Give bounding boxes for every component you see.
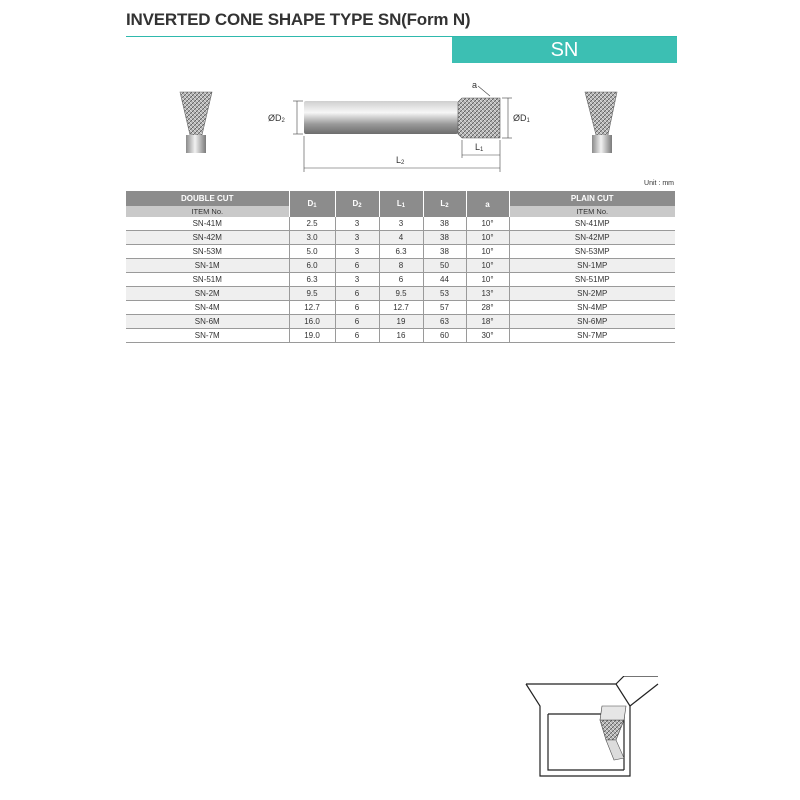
- cell-plain-item: SN-42MP: [509, 231, 675, 245]
- cell-l2: 60: [423, 329, 466, 343]
- cell-a: 28°: [466, 301, 509, 315]
- angle-a-label: a: [472, 80, 478, 90]
- cell-a: 10°: [466, 217, 509, 231]
- cell-a: 30°: [466, 329, 509, 343]
- cell-d1: 9.5: [289, 287, 335, 301]
- cell-double-item: SN-7M: [126, 329, 289, 343]
- cell-l1: 4: [379, 231, 423, 245]
- type-code-banner: SN: [452, 37, 677, 63]
- cell-plain-item: SN-7MP: [509, 329, 675, 343]
- cell-double-item: SN-1M: [126, 259, 289, 273]
- cell-double-item: SN-2M: [126, 287, 289, 301]
- cell-plain-item: SN-53MP: [509, 245, 675, 259]
- cell-d1: 6.0: [289, 259, 335, 273]
- cell-double-item: SN-53M: [126, 245, 289, 259]
- cell-a: 10°: [466, 231, 509, 245]
- cell-l2: 57: [423, 301, 466, 315]
- cell-l1: 3: [379, 217, 423, 231]
- d2-label: ØD2: [268, 113, 285, 124]
- cell-plain-item: SN-41MP: [509, 217, 675, 231]
- cell-d1: 6.3: [289, 273, 335, 287]
- left-side-view: [180, 92, 212, 153]
- cell-a: 18°: [466, 315, 509, 329]
- cell-d1: 16.0: [289, 315, 335, 329]
- cell-d1: 19.0: [289, 329, 335, 343]
- cell-double-item: SN-6M: [126, 315, 289, 329]
- cell-plain-item: SN-1MP: [509, 259, 675, 273]
- plain-item-no-header: ITEM No.: [509, 206, 675, 217]
- cell-d2: 6: [335, 301, 379, 315]
- cell-l1: 19: [379, 315, 423, 329]
- cell-a: 10°: [466, 245, 509, 259]
- table-row: [126, 273, 675, 287]
- plain-cut-header: PLAIN CUT: [509, 191, 675, 206]
- cell-double-item: SN-42M: [126, 231, 289, 245]
- table-row: [126, 287, 675, 301]
- cell-a: 10°: [466, 273, 509, 287]
- table-row: [126, 301, 675, 315]
- cell-plain-item: SN-6MP: [509, 315, 675, 329]
- cell-d2: 6: [335, 329, 379, 343]
- cell-d1: 12.7: [289, 301, 335, 315]
- tool-main-view: [304, 98, 500, 138]
- unit-note: Unit : mm: [644, 180, 674, 187]
- cell-d2: 3: [335, 273, 379, 287]
- cell-l2: 44: [423, 273, 466, 287]
- d1-label: ØD1: [513, 113, 530, 124]
- cell-l1: 12.7: [379, 301, 423, 315]
- cell-a: 13°: [466, 287, 509, 301]
- cell-plain-item: SN-51MP: [509, 273, 675, 287]
- col-header-l1: $L_1$: [379, 191, 423, 217]
- double-item-no-header: ITEM No.: [126, 206, 289, 217]
- cell-l2: 53: [423, 287, 466, 301]
- cell-double-item: SN-4M: [126, 301, 289, 315]
- cell-l1: 6: [379, 273, 423, 287]
- cell-l1: 6.3: [379, 245, 423, 259]
- right-side-view: [585, 92, 617, 153]
- page-title: INVERTED CONE SHAPE TYPE SN(Form N): [126, 10, 471, 29]
- cell-double-item: SN-51M: [126, 273, 289, 287]
- cell-d2: 3: [335, 231, 379, 245]
- table-row: [126, 315, 675, 329]
- double-cut-header: DOUBLE CUT: [126, 191, 289, 206]
- cell-d1: 3.0: [289, 231, 335, 245]
- table-row: [126, 217, 675, 231]
- cell-l1: 16: [379, 329, 423, 343]
- cell-double-item: SN-41M: [126, 217, 289, 231]
- cell-l2: 38: [423, 245, 466, 259]
- table-row: [126, 245, 675, 259]
- table-row: [126, 231, 675, 245]
- cell-l2: 38: [423, 231, 466, 245]
- col-header-l2: $L_2$: [423, 191, 466, 217]
- application-illustration: [520, 676, 660, 786]
- cell-l1: 8: [379, 259, 423, 273]
- col-header-d1: $D_1$: [289, 191, 335, 217]
- l2-label: L2: [396, 155, 405, 166]
- table-row: [126, 329, 675, 343]
- cell-l2: 50: [423, 259, 466, 273]
- cell-plain-item: SN-4MP: [509, 301, 675, 315]
- cell-d2: 6: [335, 287, 379, 301]
- col-header-a: a: [466, 191, 509, 217]
- cell-d2: 6: [335, 259, 379, 273]
- cell-l2: 63: [423, 315, 466, 329]
- cell-l1: 9.5: [379, 287, 423, 301]
- cell-d2: 3: [335, 245, 379, 259]
- cell-d1: 5.0: [289, 245, 335, 259]
- cell-plain-item: SN-2MP: [509, 287, 675, 301]
- cell-d1: 2.5: [289, 217, 335, 231]
- spec-table: [126, 191, 675, 343]
- col-header-d2: $D_2$: [335, 191, 379, 217]
- cell-l2: 38: [423, 217, 466, 231]
- l1-label: L1: [475, 142, 484, 153]
- cell-d2: 3: [335, 217, 379, 231]
- cell-a: 10°: [466, 259, 509, 273]
- table-row: [126, 259, 675, 273]
- cell-d2: 6: [335, 315, 379, 329]
